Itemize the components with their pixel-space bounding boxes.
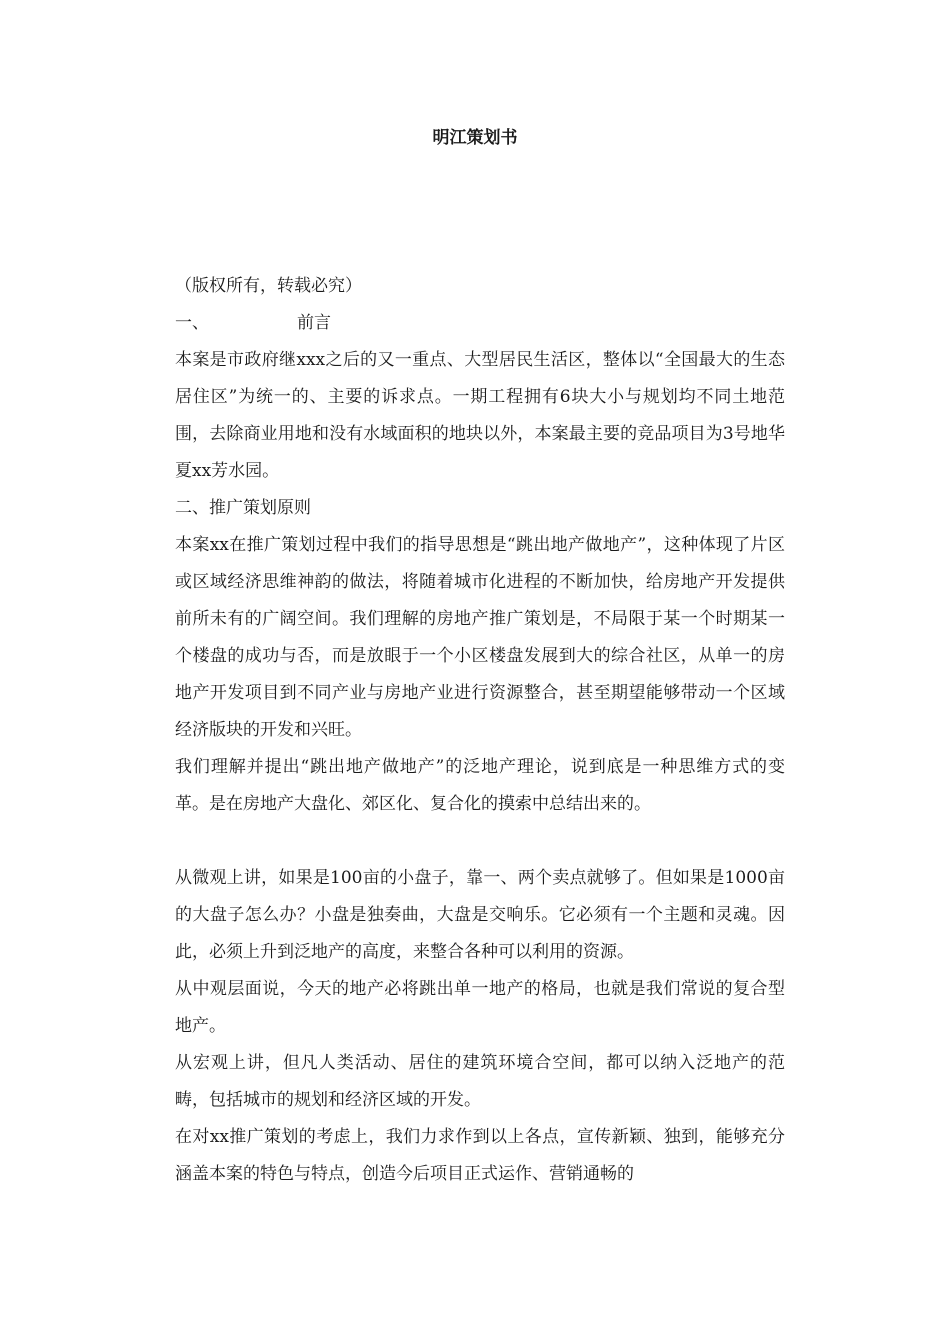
copyright-notice: （版权所有，转载必究） (175, 276, 362, 296)
blank-line (175, 823, 785, 860)
paragraph-micro-view: 从微观上讲，如果是100亩的小盘子，靠一、两个卖点就够了。但如果是1000亩的大盘子怎么办？小盘是独奏曲，大盘是交响乐。它必须有一个主题和灵魂。因此，必须上升到泛地产的高度，来整合各种可以利用的资源。 (175, 868, 785, 962)
section-heading-preface (175, 305, 785, 342)
section-heading-principles: 二、推广策划原则 (175, 498, 311, 518)
paragraph-guiding-idea: 本案xx在推广策划过程中我们的指导思想是“跳出地产做地产”，这种体现了片区或区域经济思维神韵的做法，将随着城市化进程的不断加快，给房地产开发提供前所未有的广阔空间。我们理解的房地产推广策划是，不局限于某一个时期某一个楼盘的成功与否，而是放眼于一个小区楼盘发展到大的综合社区，从单一的房地产开发项目到不同产业与房地产业进行资源整合，甚至期望能够带动一个区域经济版块的开发和兴旺。 (175, 535, 785, 740)
paragraph-macro-view: 从宏观上讲，但凡人类活动、居住的建筑环境合空间，都可以纳入泛地产的范畴，包括城市的规划和经济区域的开发。 (175, 1053, 785, 1110)
document-body (175, 268, 785, 1193)
section-number: 一、 (175, 313, 209, 333)
paragraph-pan-realestate-theory: 我们理解并提出“跳出地产做地产”的泛地产理论，说到底是一种思维方式的变革。是在房地产大盘化、郊区化、复合化的摸索中总结出来的。 (175, 757, 785, 814)
document-title: 明江策划书 (432, 128, 518, 148)
section-title: 前言 (297, 313, 331, 333)
paragraph-project-intro: 本案是市政府继xxx之后的又一重点、大型居民生活区，整体以“全国最大的生态居住区”为统一的、主要的诉求点。一期工程拥有6块大小与规划均不同土地范围，去除商业用地和没有水域面积的地块以外，本案最主要的竞品项目为3号地华夏xx芳水园。 (175, 350, 785, 481)
paragraph-meso-view: 从中观层面说，今天的地产必将跳出单一地产的格局，也就是我们常说的复合型地产。 (175, 979, 785, 1036)
paragraph-promotion-approach: 在对xx推广策划的考虑上，我们力求作到以上各点，宣传新颖、独到，能够充分涵盖本案的特色与特点，创造今后项目正式运作、营销通畅的 (175, 1127, 785, 1184)
